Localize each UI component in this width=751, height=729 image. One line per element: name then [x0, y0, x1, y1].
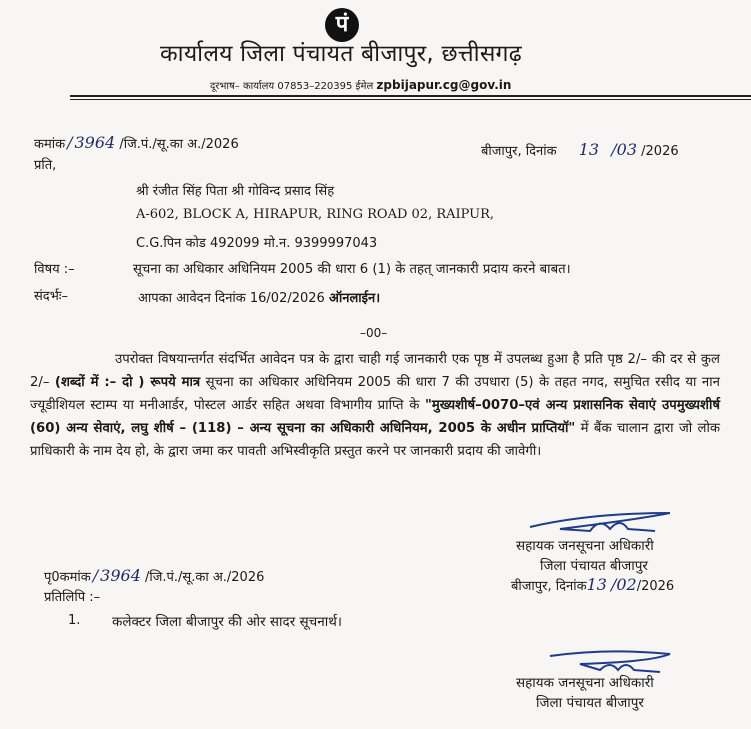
header-divider-thin [70, 99, 751, 100]
copy-label: प्रतिलिपि :– [44, 590, 101, 605]
recipient-name: श्री रंजीत सिंह पिता श्री गोविन्द प्रसाद सिंह [136, 184, 335, 199]
copy-item-number: 1. [68, 613, 81, 628]
recipient-address: A-602, BLOCK A, HIRAPUR, RING ROAD 02, RAIPUR, [136, 207, 495, 222]
body-part3: सूचना का अधिकार अधिनियम 2005 की धारा 7 की उपधारा (5) के तहत नगद, समुचित रसीद या नान ज्यूडीशियल स्टाम्प या मनीआर्डर, पोस्टल आर्डर सहित अथवा विभागीय प्राप्ति के [30, 375, 720, 413]
reference-handwritten-number: 3964 [74, 133, 116, 152]
office-title: कार्यालय जिला पंचायत बीजापुर, छत्तीसगढ़ [160, 41, 522, 67]
date-month: 03 [616, 140, 637, 159]
recipient-contact: C.G.पिन कोड 492099 मो.न. 9399997043 [136, 236, 378, 251]
header-divider [70, 95, 751, 97]
contact-email: zpbijapur.cg@gov.in [376, 78, 512, 92]
signature1-day: 13 [586, 575, 607, 594]
body-part5: में बैंक चालान द्वारा जो लोक प्राधिकारी के नाम देय हो, के द्वारा जमा कर पावती अभिस्वीकृति प्रस्तुत करने पर जानकारी प्रदाय की जावेगी। [30, 421, 720, 459]
signature1-office: जिला पंचायत बीजापुर [540, 558, 648, 574]
copy-reference-handwritten-number: 3964 [100, 566, 141, 585]
letter-date: बीजापुर, दिनांक 13 /03 /2026 [481, 140, 679, 159]
signature2-designation: सहायक जनसूचना अधिकारी [516, 675, 654, 691]
copy-reference-suffix: /जि.पं./सू.का अ./2026 [145, 570, 265, 585]
reference-line [138, 288, 380, 306]
section-separator: –00– [360, 326, 388, 340]
reference-line-text: आपका आवेदन दिनांक 16/02/2026 [138, 291, 325, 306]
reference-suffix: /जि.पं./सू.का अ./2026 [119, 137, 239, 152]
copy-reference-number: पृ0कमांक / 3964 /जि.पं./सू.का अ./2026 [44, 566, 265, 585]
signature1-designation: सहायक जनसूचना अधिकारी [516, 538, 654, 554]
reference-line-label: संदर्भः– [34, 289, 68, 304]
reference-label: कमांक [34, 137, 66, 152]
to-label: प्रति, [34, 158, 57, 173]
date-year: /2026 [641, 144, 679, 159]
body-part1: उपरोक्त विषयान्तर्गत संदर्भित आवेदन पत्र के द्वारा चाही गई जानकारी एक पृष्ठ में उपलब्ध हुआ है प्रति पृष्ठ 2/– की दर से कुल 2/– [30, 352, 720, 390]
reference-line-mode: ऑनलाईन। [328, 291, 381, 306]
date-day: 13 [578, 140, 600, 159]
signature1-month: 02 [616, 575, 637, 594]
contact-line [210, 78, 511, 92]
contact-phone: दूरभाष– कार्यालय 07853–220395 ईमेल [210, 81, 374, 92]
signature1-date: बीजापुर, दिनांक13 /02/2026 [511, 575, 675, 594]
copy-item-text: कलेक्टर जिला बीजापुर की ओर सादर सूचनार्थ। [112, 614, 342, 630]
signature1-place-label: बीजापुर, दिनांक [511, 579, 587, 594]
logo-glyph: पं [335, 12, 349, 37]
copy-reference-label: पृ0कमांक [44, 570, 91, 585]
body-head-of-account: "मुख्यशीर्ष–0070–एवं अन्य प्रशासनिक सेवाएं उपमुख्यशीर्ष (60) अन्य सेवाएं, लघु शीर्ष – (118) – अन्य सूचना का अधिकारी अधिनियम, 2005 के अधीन प्राप्तियॉ" [30, 398, 720, 436]
signature-mark [520, 507, 670, 539]
signature2-office: जिला पंचायत बीजापुर [536, 695, 644, 711]
subject-label: विषय :– [34, 262, 75, 277]
reference-number: कमांक / 3964 /जि.पं./सू.का अ./2026 [34, 133, 239, 152]
signature1-year: /2026 [636, 579, 675, 594]
date-place-label: बीजापुर, दिनांक [481, 144, 557, 159]
body-paragraph [30, 348, 720, 463]
subject-text: सूचना का अधिकार अधिनियम 2005 की धारा 6 (1) के तहत् जानकारी प्रदाय करने बाबत। [133, 262, 571, 277]
body-amount-words: (शब्दों में :– दो ) रूपये मात्र [54, 375, 201, 390]
